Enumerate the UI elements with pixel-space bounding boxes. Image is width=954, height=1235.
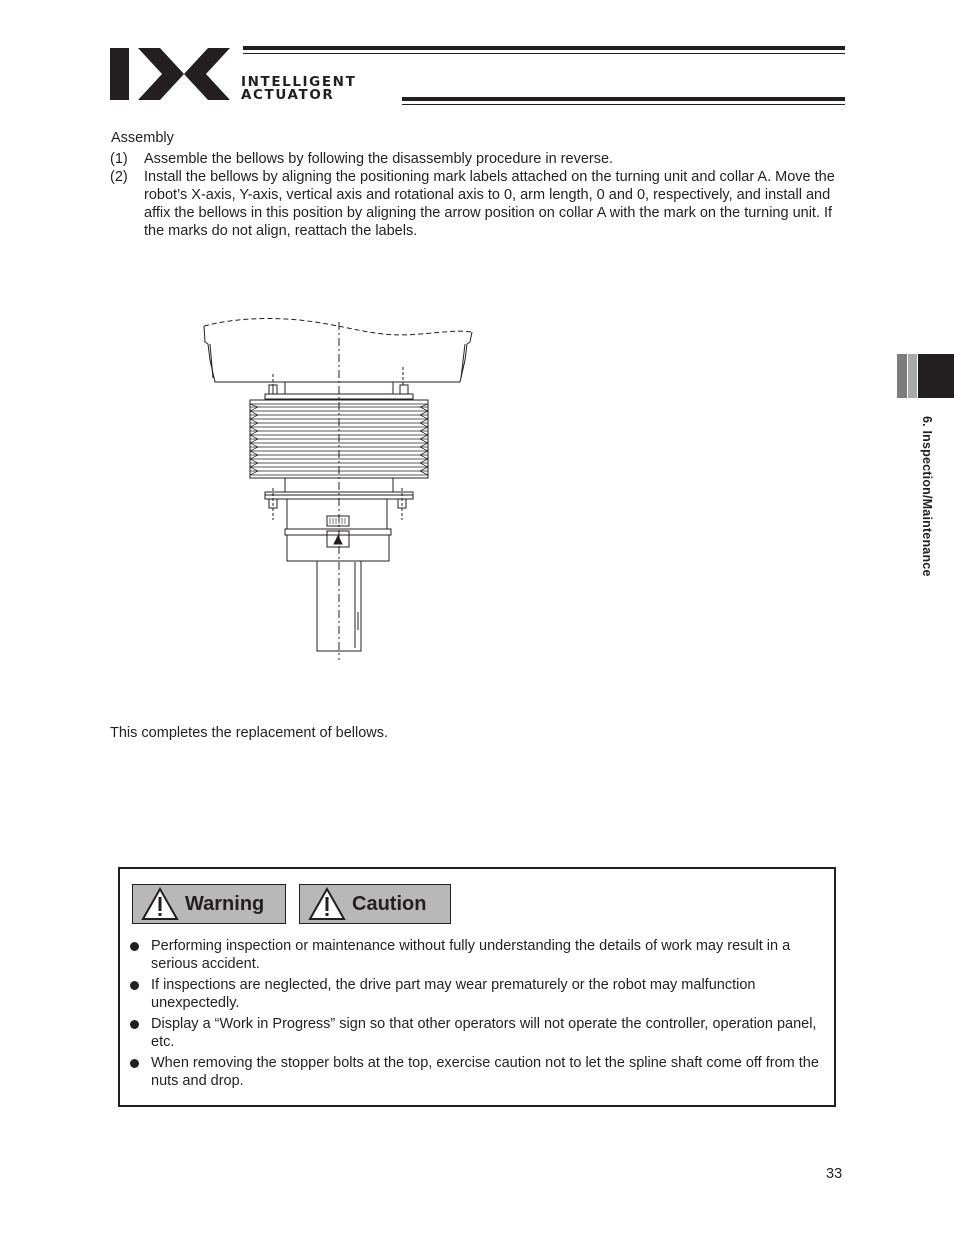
list-item (128, 937, 828, 973)
logo-line-2: ACTUATOR (241, 87, 335, 103)
warning-list (128, 937, 828, 1093)
caution-badge (299, 884, 451, 924)
bullet-icon (130, 942, 139, 951)
caution-label: Caution (352, 892, 427, 915)
list-item-text: When removing the stopper bolts at the top, exercise caution not to let the spline shaft come off from the nuts and drop. (151, 1055, 819, 1089)
list-item (128, 1054, 828, 1090)
section-heading: Assembly (111, 130, 174, 146)
logo-line-1: INTELLIGENT (241, 74, 357, 90)
header-rule-top-thin (243, 53, 845, 54)
bullet-icon (130, 1020, 139, 1029)
page-number: 33 (826, 1166, 843, 1182)
list-item-text: Display a “Work in Progress” sign so that other operators will not operate the controller, operation panel, etc. (151, 1016, 817, 1050)
header-rule-bottom-thick (402, 97, 845, 101)
list-item (128, 976, 828, 1012)
bellows-assembly-figure (195, 312, 480, 662)
ix-logo-mark (110, 48, 230, 100)
step-2-number: (2) (110, 169, 128, 185)
warning-label: Warning (185, 892, 265, 915)
list-item-text: If inspections are neglected, the drive part may wear prematurely or the robot may malfunction unexpectedly. (151, 977, 756, 1011)
warning-triangle-icon (141, 887, 179, 921)
completion-text: This completes the replacement of bellows. (110, 725, 389, 741)
step-1-text: Assemble the bellows by following the disassembly procedure in reverse. (144, 151, 614, 167)
side-tab-stripe-2 (908, 354, 917, 398)
caution-triangle-icon (308, 887, 346, 921)
warning-badge (132, 884, 286, 924)
step-1-number: (1) (110, 151, 128, 167)
side-tab-label: 6. Inspection/Maintenance (920, 416, 934, 577)
list-item (128, 1015, 828, 1051)
header-rule-top-thick (243, 46, 845, 50)
bullet-icon (130, 1059, 139, 1068)
side-tab-stripe-1 (897, 354, 907, 398)
side-tab-block (918, 354, 954, 398)
list-item-text: Performing inspection or maintenance without fully understanding the details of work may result in a serious accident. (151, 938, 791, 972)
warning-box (118, 867, 836, 1107)
header-rule-bottom-thin (402, 104, 845, 105)
logo-wordmark (241, 76, 356, 102)
step-2-text: Install the bellows by aligning the positioning mark labels attached on the turning unit and collar A. Move the robot’s X-axis, Y-axis, vertical axis and rotational axis to 0, arm length, 0 and 0, respectively, and install and affix the bellows in this position by aligning the arrow position on collar A with the mark on the turning unit. If the marks do not align, reattach the labels. (144, 169, 835, 239)
bullet-icon (130, 981, 139, 990)
